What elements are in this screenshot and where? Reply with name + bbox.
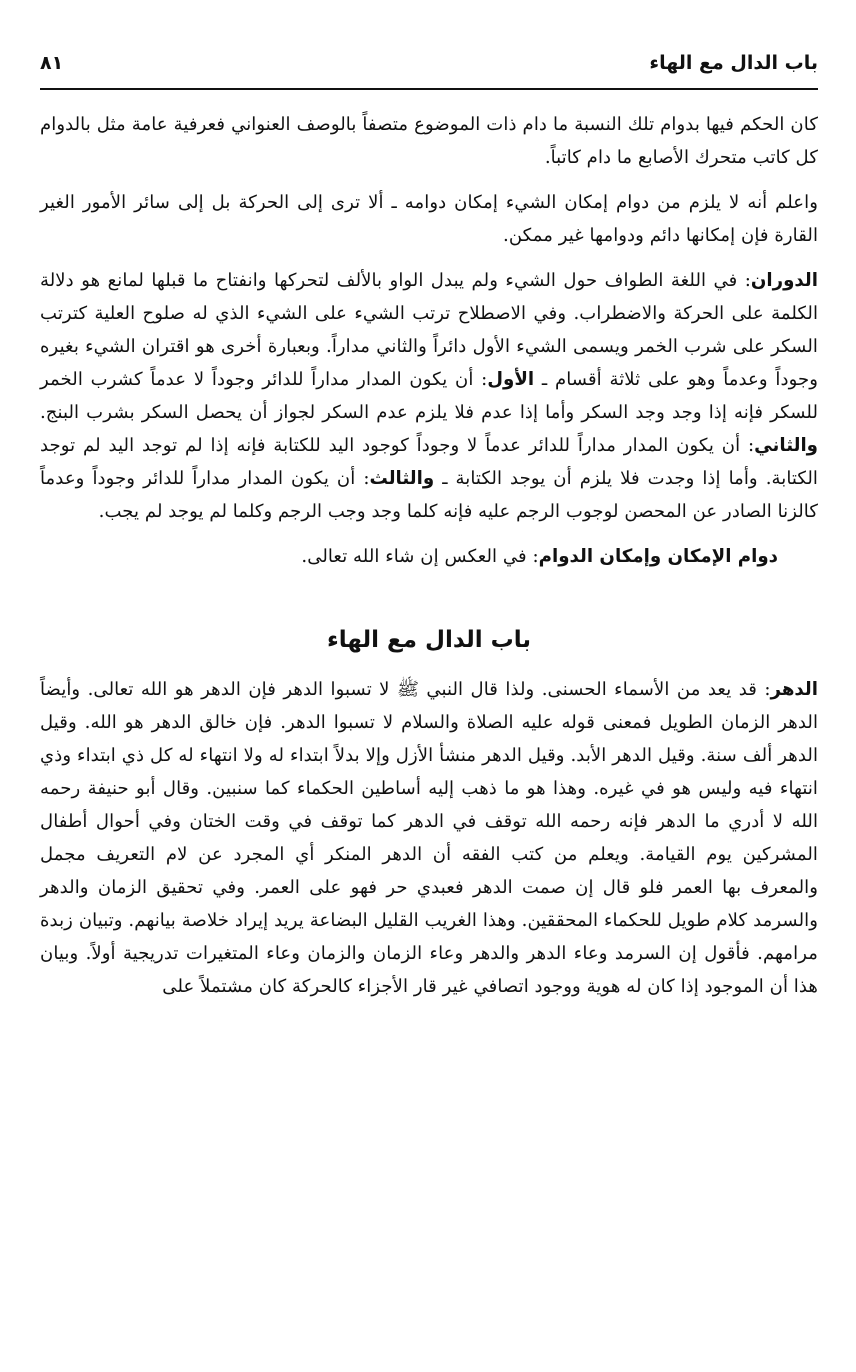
entry-text: : في اللغة الطواف حول الشيء ولم يبدل الواو بالألف لتحركها وانفتاح ما قبلها لمانع هو دلالة الكلمة على الحركة والاضطراب. وفي الاصطلاح ترتب الشيء على الشيء الذي له صلوح العلية كترتب السكر على شرب الخمر ويسمى الشيء الأول دائراً والثاني مداراً. وبعبارة أخرى هو اقتران الشيء بغيره وجوداً وعدماً وهو على ثلاثة أقسام ـ: [40, 270, 818, 390]
body-text: [40, 108, 818, 1003]
entry-dahr: [40, 673, 818, 1003]
entry-term: دوام الإمكان وإمكان الدوام: [538, 546, 778, 567]
section-heading: باب الدال مع الهاء: [326, 627, 532, 653]
paragraph-1: كان الحكم فيها بدوام تلك النسبة ما دام ذات الموضوع متصفاً بالوصف العنواني فعرفية عامة مثل بالدوام كل كاتب متحرك الأصابع ما دام كاتباً.: [40, 114, 818, 168]
entry-text: : أن يكون المدار مداراً للدائر عدماً لا وجوداً كوجود اليد للكتابة فإنه إذا لم توجد اليد لم توجد الكتابة. وأما إذا وجدت فلا يلزم أن يوجد الكتابة ـ: [40, 435, 818, 489]
entry-text: : في العكس إن شاء الله تعالى.: [301, 546, 539, 567]
document-page: [40, 52, 818, 1003]
page-number: ٨١: [40, 52, 64, 74]
entry-term: الدهر: [770, 679, 818, 700]
cross-reference-entry: [40, 540, 818, 573]
third-division-label: والثالث: [369, 468, 435, 489]
entry-term: الدوران: [750, 270, 818, 291]
entry-text: : أن يكون المدار مداراً للدائر وجوداً وعدماً كالزنا الصادر عن المحصن لوجوب الرجم عليه فإنه كلما وجد وجب الرجم وكلما لم يوجد لم يجب.: [40, 468, 818, 522]
entry-text: : قد يعد من الأسماء الحسنى. ولذا قال النبي ﷺ لا تسبوا الدهر فإن الدهر هو الله تعالى. وأيضاً الدهر الزمان الطويل فمعنى قوله عليه الصلاة والسلام لا تسبوا الدهر. فإن خالق الدهر هو الله. وقيل الدهر ألف سنة. وقيل الدهر الأبد. وقيل الدهر منشأ الأزل وإلا بدلاً ابتداء له ولا انتهاء له كل ذي ابتداء وذي انتهاء فيه وليس هو في غيره. وهذا هو ما ذهب إليه أساطين الحكماء كما سنبين. وقال أبو حنيفة رحمه الله لا أدري ما الدهر فإنه رحمه الله توقف في الدهر كما توقف في وقت الختان وفي أحوال أطفال المشركين يوم القيامة. ويعلم من كتب الفقه أن الدهر المنكر أي المجرد عن لام التعريف مجمل والمعرف بها العمر فلو قال إن صمت الدهر فعبدي حر فهو على العمر. وفي تحقيق الزمان والدهر والسرمد كلام طويل للحكماء المحققين. وهذا الغريب القليل البضاعة يريد إيراد خلاصة بيانهم. وتبيان زبدة مرامهم. فأقول إن السرمد وعاء الدهر والدهر وعاء الزمان والزمان وعاء المتغيرات تدريجية أولاً. وبيان هذا أن الموجود إذا كان له هوية ووجود اتصافي غير قار الأجزاء كالحركة كان مشتملاً على: [40, 679, 818, 997]
first-division-label: الأول: [487, 369, 535, 390]
entry-text: : أن يكون المدار مداراً للدائر وجوداً لا عدماً كشرب الخمر للسكر فإنه إذا وجد وجد السكر وأما إذا عدم فلا يلزم عدم السكر لجواز أن يحصل السكر بشرب البنج.: [40, 369, 818, 423]
second-division-label: والثاني: [754, 435, 818, 456]
running-header: [40, 52, 818, 90]
running-title: باب الدال مع الهاء: [649, 52, 818, 74]
paragraph-2: واعلم أنه لا يلزم من دوام إمكان الشيء إمكان دوامه ـ ألا ترى إلى الحركة بل إلى سائر الأمور الغير القارة فإن إمكانها دائم ودوامها غير ممكن.: [40, 192, 818, 246]
entry-dawaran: [40, 264, 818, 528]
